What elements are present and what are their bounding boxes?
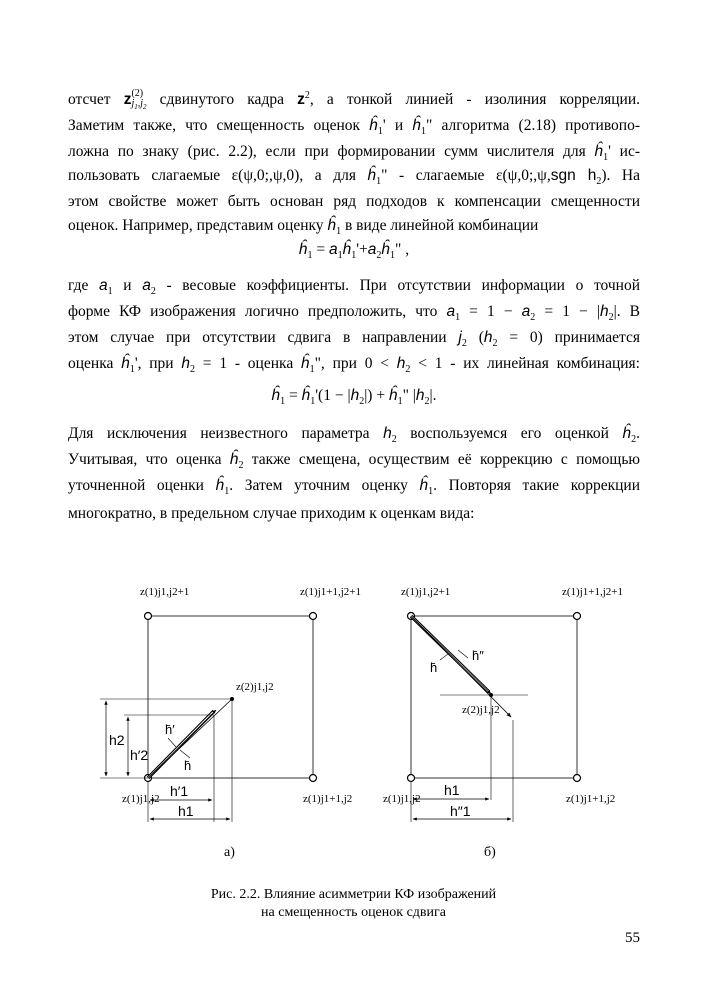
label-a-shifted: z(2)j1,j2 (236, 681, 274, 693)
label-a-h2-prime: h′2 (130, 747, 149, 763)
label-b-bottom-right: z(1)j1+1,j2 (566, 793, 616, 805)
text-line-8: форме КФ изображения логично предположить, что $a_1 = 1 - a_2 = 1 - |h_2|$. В (68, 303, 640, 324)
label-b-h1-dprime: h″1 (450, 803, 471, 819)
node-bottom-right (310, 775, 317, 782)
page-number: 55 (625, 930, 640, 946)
figure-caption-line-2: на смещенность оценок сдвига (261, 905, 446, 920)
text-line-10: оценка $ĥ_1'$, при $h_2 = 1$ - оценка $ĥ_1$", при $0 < h_2 < 1$ - их линейная комбинация: (68, 355, 640, 376)
label-b-top-left: z(1)j1,j2+1 (401, 586, 451, 598)
arrow-h-prime (150, 710, 216, 776)
text-line-13: уточненной оценки $ĥ_1$. Затем уточним оценку $ĥ_1$. Повторяя такие коррекции (68, 477, 640, 498)
label-a-h1-prime: h′1 (170, 783, 189, 799)
text-line-4: пользовать слагаемые ε(ψ,0;,ψ,0), а для $ĥ_1$" - слагаемые ε(ψ,0;,ψ,sgn $h_2$). На (68, 167, 640, 188)
text-line-2: Заметим также, что смещенность оценок $ĥ_1'$ и $ĥ_1$" алгоритма (2.18) противопо- (68, 117, 640, 138)
label-a-h-bar: h̄ (184, 758, 192, 773)
label-a-bottom-right: z(1)j1+1,j2 (303, 793, 353, 805)
label-a-bottom-left: z(1)j1,j2 (122, 793, 160, 805)
node-top-left (145, 613, 152, 620)
node-b-bottom-left (408, 775, 415, 782)
formula-2: $ĥ_1$ = $ĥ_1'(1 - |h_2|)$ + $ĥ_1$" $|h_2|$. (271, 387, 437, 408)
text-line-6: оценок. Например, представим оценку $ĥ_1$ в виде линейной комбинации (68, 217, 539, 238)
label-a-top-right: z(1)j1+1,j2+1 (300, 586, 361, 598)
label-a-h2: h2 (109, 732, 125, 748)
diagram-a (100, 586, 361, 860)
formula-1: $ĥ_1$ = $a_1ĥ_1'+a_2ĥ_1$" , (298, 241, 410, 262)
node-b-top-right (574, 613, 581, 620)
caption-a: а) (224, 845, 235, 860)
text-line-11: Для исключения неизвестного параметра $h_2$ воспользуемся его оценкой $ĥ_2$. (68, 425, 640, 446)
text-line-1: отсчет z (2) $j_1,j_2$ сдвинутого кадра $z^2$, а тонкой линией - изолиния корреляции. (68, 88, 640, 112)
figure-caption-line-1: Рис. 2.2. Влияние асимметрии КФ изображений (210, 887, 497, 902)
label-b-h-dprime: h̄″ (472, 648, 484, 663)
text-line-5: этом свойстве может быть основан ряд подходов к компенсации смещенности (68, 193, 640, 210)
node-b-bottom-right (574, 775, 581, 782)
label-a-h-prime: h̄′ (165, 722, 175, 737)
label-a-h1: h1 (178, 803, 194, 819)
label-b-shifted: z(2)j1,j2 (462, 704, 500, 716)
label-b-h-bar: h̄ (430, 660, 438, 675)
text-line-7: где $a_1$ и $a_2$ - весовые коэффициенты. При отсутствии информации о точной (68, 277, 641, 298)
text-line-3: ложна по знаку (рис. 2.2), если при формировании сумм числителя для $ĥ_1'$ ис- (68, 143, 640, 164)
label-b-h1: h1 (444, 782, 460, 798)
label-b-top-right: z(1)j1+1,j2+1 (562, 586, 623, 598)
label-b-bottom-left: z(1)j1,j2 (383, 793, 421, 805)
figure-2-2 (0, 570, 707, 870)
diagram-b (383, 586, 623, 860)
text-line-14: многократно, в предельном случае приходим к оценкам вида: (68, 505, 475, 522)
text-line-9: этом случае при отсутствии сдвига в направлении $j_2$ $(h_2 = 0)$ принимается (68, 329, 640, 350)
label-a-top-left: z(1)j1,j2+1 (140, 586, 190, 598)
text-line-12: Учитывая, что оценка $ĥ_2$ также смещена, осуществим её коррекцию с помощью (68, 451, 640, 472)
caption-b: б) (484, 845, 496, 860)
node-top-right (310, 613, 317, 620)
